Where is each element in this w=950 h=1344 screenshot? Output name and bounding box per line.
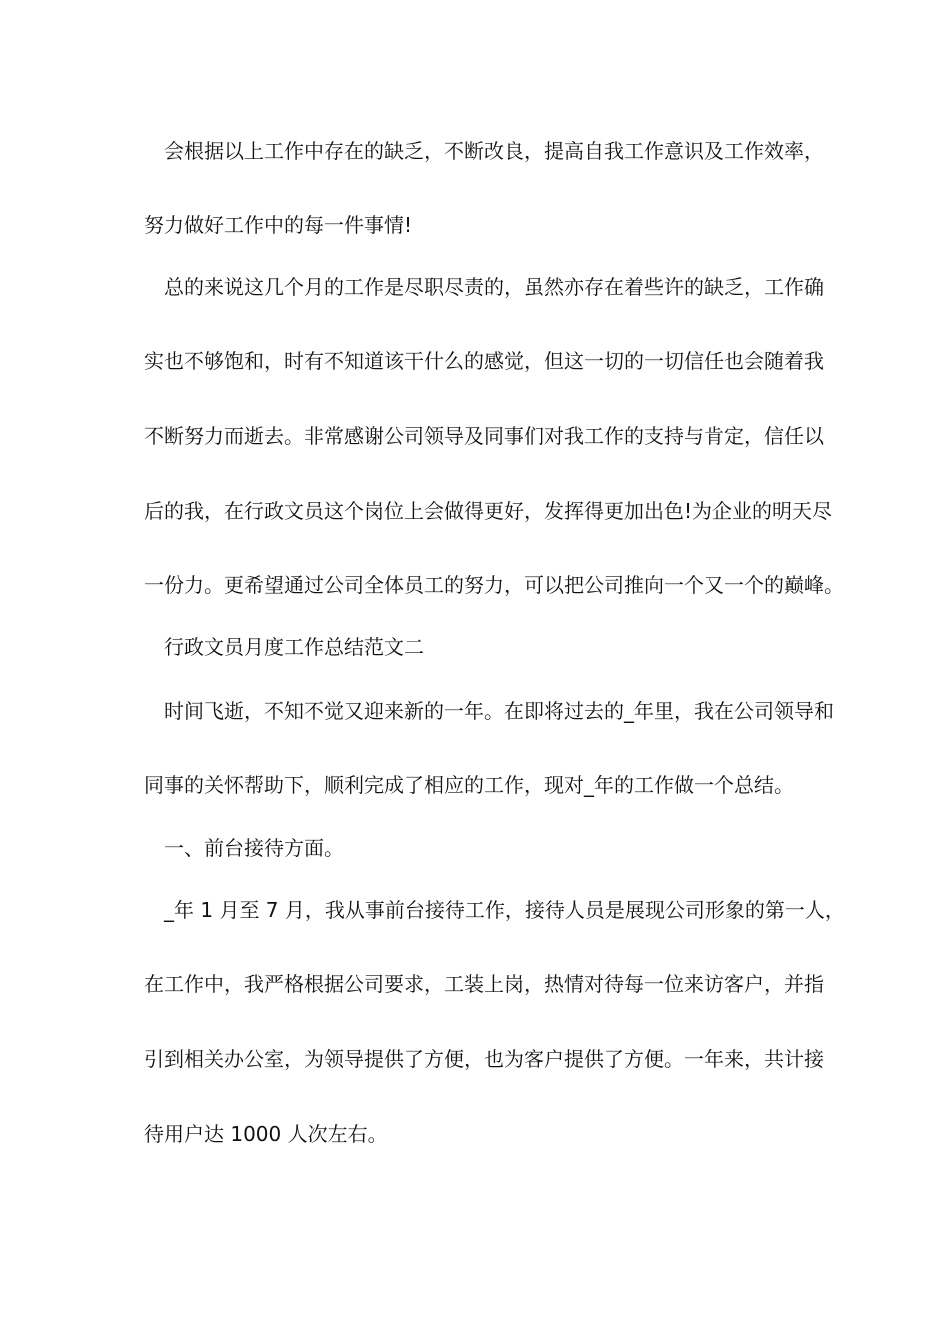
paragraph-line: 努力做好工作中的每一件事情!	[144, 213, 413, 237]
paragraph-line: 在工作中，我严格根据公司要求，工装上岗，热情对待每一位来访客户，并指	[144, 972, 824, 996]
paragraph-line: 同事的关怀帮助下，顺利完成了相应的工作，现对_年的工作做一个总结。	[144, 773, 794, 797]
paragraph-line: 一份力。更希望通过公司全体员工的努力，可以把公司推向一个又一个的巅峰。	[144, 573, 844, 597]
paragraph-line: _年 1 月至 7 月，我从事前台接待工作，接待人员是展现公司形象的第一人，	[164, 898, 845, 922]
paragraph-line: 实也不够饱和，时有不知道该干什么的感觉，但这一切的一切信任也会随着我	[144, 349, 824, 373]
paragraph-line: 总的来说这几个月的工作是尽职尽责的，虽然亦存在着些许的缺乏，工作确	[164, 275, 824, 299]
paragraph-line: 时间飞逝，不知不觉又迎来新的一年。在即将过去的_年里，我在公司领导和	[164, 699, 834, 723]
paragraph-line: 引到相关办公室，为领导提供了方便，也为客户提供了方便。一年来，共计接	[144, 1047, 824, 1071]
paragraph-line: 不断努力而逝去。非常感谢公司领导及同事们对我工作的支持与肯定，信任以	[144, 424, 824, 448]
paragraph-line: 后的我，在行政文员这个岗位上会做得更好，发挥得更加出色!为企业的明天尽	[144, 499, 833, 523]
paragraph-line: 会根据以上工作中存在的缺乏，不断改良，提高自我工作意识及工作效率，	[164, 139, 824, 163]
subsection-heading: 一、前台接待方面。	[164, 836, 344, 860]
paragraph-line: 待用户达 1000 人次左右。	[144, 1122, 388, 1146]
section-heading: 行政文员月度工作总结范文二	[164, 635, 424, 659]
